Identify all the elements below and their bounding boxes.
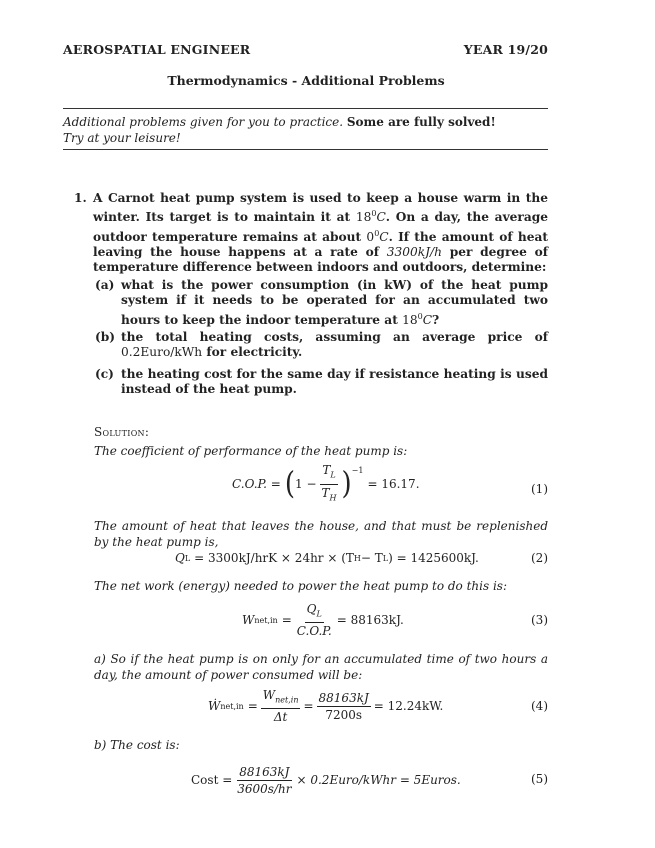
header-course: AEROSPATIAL ENGINEER: [63, 42, 251, 57]
bottom-rule: [63, 149, 548, 150]
equation-4-number: (4): [531, 699, 548, 713]
solution-p4: a) So if the heat pump is on only for an accumulated time of two hours a day, the amount of power consumed will be:: [94, 652, 548, 682]
problem-item-c: (c) the heating cost for the same day if resistance heating is used instead of the heat pump.: [95, 367, 548, 397]
page-title: Thermodynamics - Additional Problems: [167, 73, 445, 88]
problem-text-d: per degree of temperature difference between indoors and outdoors, determine:: [93, 245, 548, 275]
problem-rate: 3300kJ/h: [386, 245, 442, 260]
problem-temp2: 0: [366, 229, 375, 244]
header-year: YEAR 19/20: [463, 42, 548, 57]
intro-box: [63, 114, 548, 146]
problem-text-a: A Carnot heat pump system is used to keep a house warm in the winter. Its target is to maintain it at: [93, 191, 548, 225]
solution-p5: b) The cost is:: [94, 738, 180, 752]
problem-text-c: . If the amount of heat leaving the house happens at a rate of: [93, 229, 548, 260]
problem-number: 1.: [74, 191, 87, 205]
equation-5-number: (5): [531, 772, 548, 786]
equation-2-number: (2): [531, 551, 548, 565]
intro-line2: Try at your leisure!: [63, 131, 181, 145]
solution-p1: The coefficient of performance of the heat pump is:: [94, 444, 408, 458]
equation-2: Q L = 3300kJ/hrK × 24hr × (T H − T L ) = 1425600kJ.: [175, 551, 479, 565]
intro-line1-bold: Some are fully solved!: [346, 115, 496, 129]
problem-text-b: . On a day, the average outdoor temperature remains at about: [93, 210, 549, 244]
equation-3: W net,in = $\frac{Q_L}{C.O.P.}$ = 88163kJ.: [242, 601, 404, 639]
equation-1-number: (1): [531, 482, 548, 496]
intro-line1-italic: Additional problems given for you to practice.: [63, 115, 344, 129]
equation-3-number: (3): [531, 613, 548, 627]
problem-item-a: (a) what is the power consumption (in kW) of the heat pump system if it needs to be operated for an accumulated two hours to keep the indoor temperature at $18^0C$?: [95, 278, 548, 327]
equation-1: C.O.P. = ( 1 − $\frac{T_L}{T_H}$ ) $^{-1}$ = 16.17.: [232, 463, 420, 502]
equation-4: Ẇ net,in = $\frac{W_{net,in}}{\Delta t}$ = $\frac{88163kJ}{7200s}$ = 12.24kW.: [208, 687, 444, 725]
problem-1: 1. A Carnot heat pump system is used to keep a house warm in the winter. Its target is to maintain it at $18^0C$. On a day, the average outdoor temperature remains at about $0^0C$. If the amount of heat leaving the house happens at a rate of 3300kJ/h per degree of temperature difference between indoors and outdoors, determine:: [74, 191, 549, 275]
equation-5: Cost = $\frac{88163kJ}{3600s/hr}$ × 0.2Euro/kWhr = 5Euros.: [191, 764, 461, 796]
solution-heading: Solution:: [94, 425, 150, 439]
top-rule: [63, 108, 548, 109]
solution-p2: The amount of heat that leaves the house, and that must be replenished by the heat pump is,: [94, 519, 548, 549]
solution-p3: The net work (energy) needed to power the heat pump to do this is:: [94, 579, 507, 593]
problem-temp1: 18: [355, 210, 372, 225]
problem-item-b: (b) the total heating costs, assuming an average price of 0.2Euro/kWh for electricity.: [95, 330, 548, 360]
